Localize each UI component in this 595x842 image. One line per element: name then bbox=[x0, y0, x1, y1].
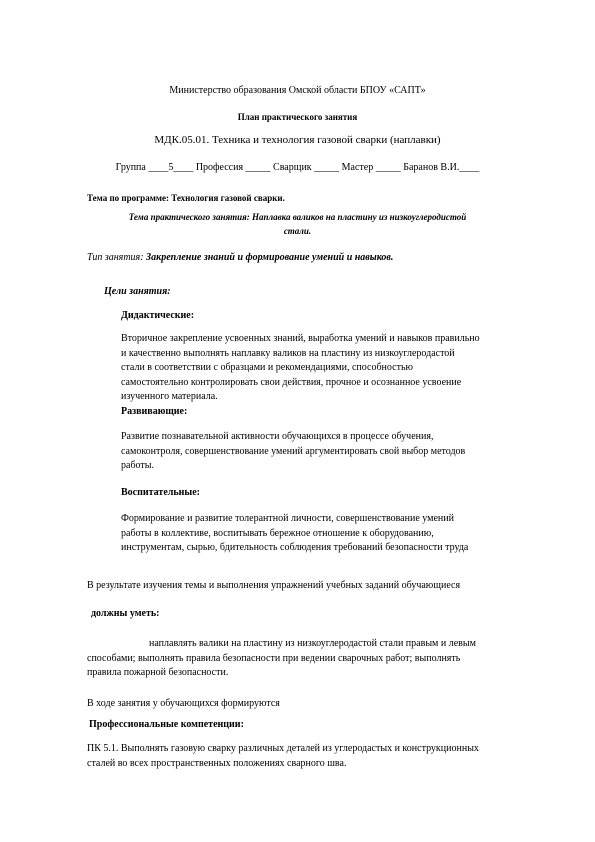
must-be-able-heading: должны уметь: bbox=[91, 608, 160, 619]
skills-text bbox=[87, 637, 551, 681]
outcomes-intro: В результате изучения темы и выполнения упражнений учебных заданий обучающиеся bbox=[87, 580, 461, 591]
developmental-text bbox=[121, 430, 551, 474]
educational-line: Формирование и развитие толерантной личности, совершенствование умений bbox=[121, 513, 454, 524]
skills-line: наплавлять валики на пластину из низкоуглеродастой стали правым и левым bbox=[149, 638, 476, 649]
didactic-heading: Дидактические: bbox=[121, 310, 195, 321]
lesson-topic-line2: стали. bbox=[283, 226, 312, 236]
developmental-line: самоконтроля, совершенствование умений аргументировать свой выбор методов bbox=[121, 445, 466, 457]
plan-title: План практического занятия bbox=[237, 112, 358, 122]
developmental-line: работы. bbox=[121, 460, 154, 471]
developmental-line: Развитие познавательной активности обучающихся в процессе обучения, bbox=[121, 431, 434, 442]
educational-line: работы в коллективе, воспитывать бережное отношение к оборудованию, bbox=[121, 527, 434, 539]
pk-text bbox=[87, 742, 557, 771]
lesson-type bbox=[87, 253, 393, 263]
educational-line: инструментам, сырью, бдительность соблюдения требований безопасности труда bbox=[121, 542, 469, 553]
didactic-line: и качественно выполнять наплавку валиков на пластину из низкоуглеродастой bbox=[121, 347, 455, 359]
didactic-line: изученного материала. bbox=[121, 391, 218, 402]
didactic-line: Вторичное закрепление усвоенных знаний, выработка умений и навыков правильно bbox=[121, 333, 480, 344]
skills-line: способами; выполнять правила безопасности при ведении сварочных работ; выполнять bbox=[87, 652, 461, 664]
goals-heading: Цели занятия: bbox=[104, 286, 171, 297]
pk-line: ПК 5.1. Выполнять газовую сварку различных деталей из углеродастых и конструкционных bbox=[87, 743, 479, 754]
skills-line: правила пожарной безопасности. bbox=[87, 667, 229, 678]
didactic-line: самостоятельно контролировать свои действия, прочное и осознанное усвоение bbox=[121, 376, 462, 388]
lesson-topic-line1: Тема практического занятия: Наплавка валиков на пластину из низкоуглеродистой bbox=[128, 212, 467, 222]
educational-text bbox=[121, 512, 551, 556]
ministry-line: Министерство образования Омской области БПОУ «САПТ» bbox=[169, 85, 426, 96]
lesson-type-label: Тип занятия: bbox=[87, 252, 144, 263]
developmental-heading: Развивающие: bbox=[121, 406, 188, 417]
lesson-type-value: Закрепление знаний и формирование умений и навыков. bbox=[146, 252, 394, 263]
pk-line: сталей во всех пространственных положениях сварного шва. bbox=[87, 757, 347, 769]
educational-heading: Воспитательные: bbox=[121, 487, 200, 498]
didactic-line: стали в соответствии с образцами и рекомендациями, способностью bbox=[121, 362, 413, 373]
didactic-text bbox=[121, 332, 551, 405]
group-line: Группа ____5____ Профессия _____ Сварщик _____ Мастер _____ Баранов В.И.____ bbox=[115, 162, 480, 173]
program-topic: Тема по программе: Технология газовой сварки. bbox=[87, 193, 285, 203]
formed-intro: В ходе занятия у обучающихся формируются bbox=[87, 698, 280, 709]
course-title: МДК.05.01. Техника и технология газовой сварки (наплавки) bbox=[154, 134, 441, 146]
competencies-heading: Профессиональные компетенции: bbox=[89, 719, 244, 730]
